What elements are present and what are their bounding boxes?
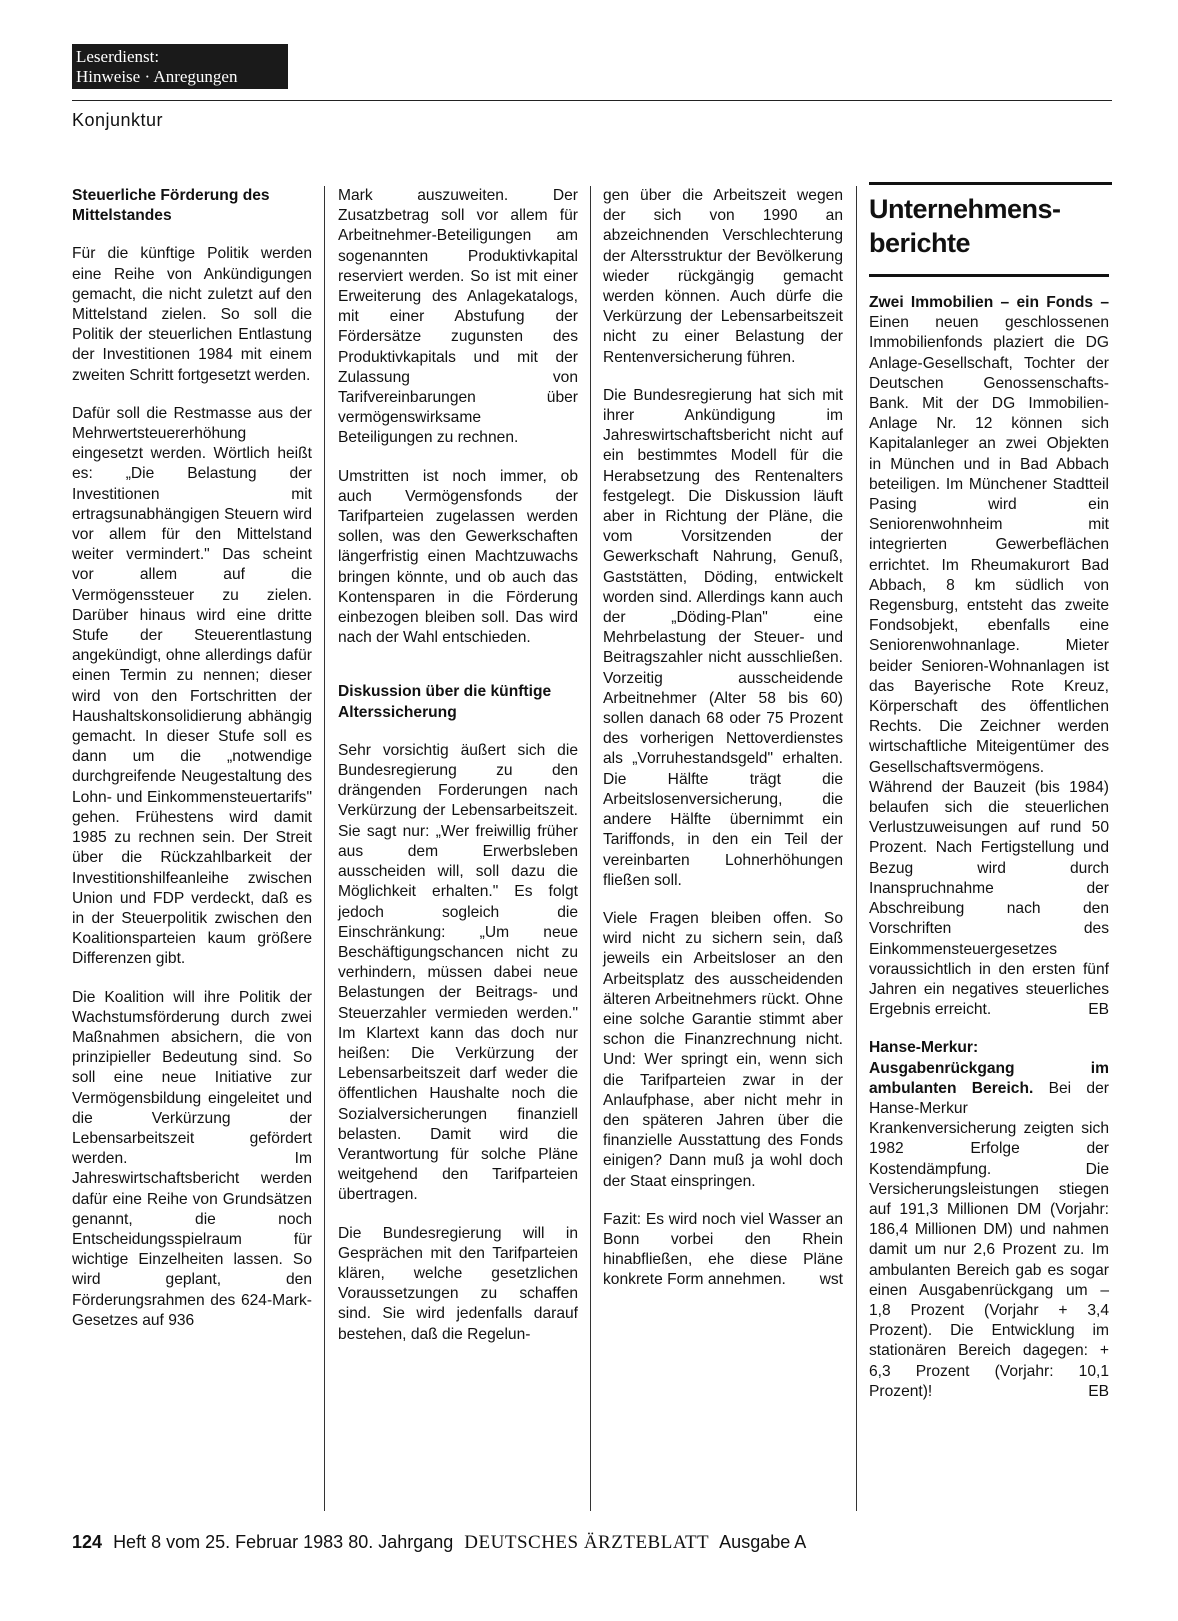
- company-reports-rule: [869, 274, 1109, 277]
- report-lead: Hanse-Merkur: Ausgabenrückgang im ambulanten Bereich.: [869, 1039, 1109, 1097]
- column-divider: [856, 186, 857, 1511]
- article-column-2: [338, 186, 578, 1363]
- article-subheading: Diskussion über die künftige Alterssicherung: [338, 683, 552, 721]
- article-column-1: [72, 186, 312, 1349]
- edition-label: Ausgabe A: [719, 1532, 807, 1552]
- column-divider: [590, 186, 591, 1511]
- header-rule: [72, 100, 1112, 101]
- article-paragraph: gen über die Arbeitszeit wegen der sich von 1990 an abzeichnenden Verschlechterung der Altersstruktur der Bevölkerung wieder rückgängig gemacht werden können. Auch dürfe die Verkürzung der Lebensarbeitszeit nicht zu einer Belastung der Rentenversicherung führen.: [603, 187, 843, 366]
- page-footer: [72, 1532, 806, 1554]
- journal-name: DEUTSCHES ÄRZTEBLATT: [464, 1532, 710, 1553]
- article-heading: Steuerliche Förderung des Mittelstandes: [72, 187, 270, 225]
- article-paragraph: Mark auszuweiten. Der Zusatzbetrag soll vor allem für Arbeitnehmer-Beteiligungen am sogenannten Produktivkapital reserviert werden. So ist mit einer Erweiterung des Anlagekatalogs, mit einer Abstufung der Fördersätze zugunsten des Produktivkapitals und mit der Zulassung von Tarifvereinbarungen über vermögenswirksame Beteiligungen zu rechnen.: [338, 187, 578, 447]
- article-paragraph: Die Bundesregierung will in Gesprächen mit den Tarifparteien klären, welche gesetzlichen Voraussetzungen zu schaffen sind. Sie wird jedenfalls darauf bestehen, daß die Regelun-: [338, 1224, 578, 1343]
- report-text: Bei der Hanse-Merkur Krankenversicherung zeigten sich 1982 Erfolge der Kostendämpfung. Die Versicherungsleistungen stiegen auf 191,3 Millionen DM (Vorjahr: 186,4 Millionen DM) und nahmen damit um nur 2,6 Prozent zu. Im ambulanten Bereich gab es sogar einen Ausgabenrückgang um – 1,8 Prozent (Vorjahr + 3,4 Prozent). Die Entwicklung im stationären Bereich dagegen: + 6,3 Prozent (Vorjahr: 10,1 Prozent)!: [869, 1079, 1109, 1400]
- article-paragraph: Umstritten ist noch immer, ob auch Vermögensfonds der Tarifparteien zugelassen werden sollen, was den Gewerkschaften längerfristig einen Machtzuwachs bringen könnte, und ob auch das Kontensparen in die Förderung einbezogen bleiben soll. Das wird nach der Wahl entschieden.: [338, 467, 578, 647]
- article-paragraph: Sehr vorsichtig äußert sich die Bundesregierung zu den drängenden Forderungen nach Verkürzung der Lebensarbeitszeit. Sie sagt nur: „Wer freiwillig früher aus dem Erwerbsleben ausscheiden will, soll dazu die Möglichkeit erhalten." Es folgt jedoch sogleich die Einschränkung: „Um neue Beschäftigungschancen nicht zu verhindern, müssen dabei neue Belastungen der Beitrags- und Steuerzahler vermieden werden." Im Klartext kann das doch nur heißen: Die Verkürzung der Lebensarbeitszeit darf weder die öffentlichen Haushalte noch die Sozialversicherungen finanziell belasten. Damit wird die Verantwortung für solche Pläne weitgehend den Tarifparteien übertragen.: [338, 741, 578, 1204]
- company-reports-top-rule: [869, 182, 1112, 185]
- author-signature: wst: [819, 1271, 843, 1289]
- article-paragraph: [603, 1210, 843, 1291]
- article-paragraph: Dafür soll die Restmasse aus der Mehrwertsteuererhöhung eingesetzt werden. Wörtlich heißt es: „Die Belastung der Investitionen mit ertragsunabhängigen Steuern wird vor allem für den Mittelstand weiter vermindert." Das scheint vor allem auf die Vermögenssteuer zu zielen. Darüber hinaus wird eine dritte Stufe der Steuerentlastung angekündigt, ohne allerdings dafür einen Termin zu nennen; dieser wird von den Fortschritten der Haushaltskonsolidierung abhängig gemacht. In dieser Stufe soll es dann um die „notwendige durchgreifende Neugestaltung des Lohn- und Einkommensteuertarifs" gehen. Frühestens wird damit 1985 zu rechnen sein. Der Streit über die Rückzahlbarkeit der Investitionshilfeanleihe zwischen Union und FDP verdeckt, daß es in der Steuerpolitik zwischen den Koalitionsparteien kaum größere Differenzen gibt.: [72, 404, 312, 968]
- section-label: Konjunktur: [72, 110, 164, 130]
- article-paragraph: Die Koalition will ihre Politik der Wachstumsförderung durch zwei Maßnahmen absichern, die von prinzipieller Bedeutung sind. So soll eine neue Initiative zur Vermögensbildung eingeleitet und die Verkürzung der Lebensarbeitszeit gefördert werden. Im Jahreswirtschaftsbericht werden dafür eine Reihe von Grundsätzen genannt, die noch Entscheidungsspielraum für wichtige Einzelheiten lassen. So wird geplant, den Förderungsrahmen des 624-Mark-Gesetzes auf 936: [72, 988, 312, 1329]
- author-signature: EB: [1088, 1382, 1109, 1400]
- report-lead: Zwei Immobilien – ein Fonds –: [869, 294, 1109, 311]
- page-number: 124: [72, 1532, 103, 1552]
- article-column-3: [603, 186, 843, 1309]
- rubric-header: [72, 44, 288, 89]
- rubric-line-1: Leserdienst:: [76, 47, 160, 66]
- report-text: Einen neuen geschlossenen Immobilienfonds plaziert die DG Anlage-Gesellschaft, Tochter der Deutschen Genossenschafts-Bank. Mit der DG Immobilien-Anlage Nr. 12 können sich Kapitalanleger an zwei Objekten in München und in Bad Abbach beteiligen. Im Münchener Stadtteil Pasing wird ein Seniorenwohnheim mit integrierten Gewerbeflächen errichtet. Im Rheumakurort Bad Abbach, 8 km südlich von Regensburg, entsteht das zweite Fondsobjekt, ebenfalls eine Seniorenwohnanlage. Mieter beider Senioren-Wohnanlagen ist das Bayerische Rote Kreuz, Körperschaft des öffentlichen Rechts. Die Zeichner werden wirtschaftliche Miteigentümer des Gesellschaftsvermögens. Während der Bauzeit (bis 1984) belaufen sich die steuerlichen Verlustzuweisungen auf rund 50 Prozent. Nach Fertigstellung und Bezug wird durch Inanspruchnahme der Abschreibung nach den Vorschriften des Einkommensteuergesetzes voraussichtlich in den ersten fünf Jahren ein negatives steuerliches Ergebnis erreicht.: [869, 314, 1109, 1019]
- issue-info: Heft 8 vom 25. Februar 1983 80. Jahrgang: [113, 1532, 454, 1552]
- rubric-line-2: Hinweise · Anregungen: [76, 67, 238, 86]
- article-paragraph: Viele Fragen bleiben offen. So wird nicht zu sichern sein, daß jeweils ein Arbeitsloser an den Arbeitsplatz des ausscheidenden älteren Arbeitnehmers rückt. Ohne eine solche Garantie stimmt aber schon die Finanzrechnung nicht. Und: Wer springt ein, wenn sich die Tarifparteien zwar in der Anlaufphase, aber nicht mehr in den späteren Jahren über die finanzielle Ausstattung des Fonds einigen? Dann muß ja wohl doch der Staat einspringen.: [603, 909, 843, 1190]
- article-paragraph: Für die künftige Politik werden eine Reihe von Ankündigungen gemacht, die nicht zuletzt auf den Mittelstand zielen. So soll die Politik der steuerlichen Entlastung der Investitionen 1984 mit einem zweiten Schritt fortgesetzt werden.: [72, 245, 312, 384]
- column-divider: [324, 186, 325, 1511]
- article-paragraph: Die Bundesregierung hat sich mit ihrer Ankündigung im Jahreswirtschaftsbericht nicht auf ein bestimmtes Modell für die Herabsetzung des Rentenalters festgelegt. Die Diskussion läuft aber in Richtung der Pläne, die vom Vorsitzenden der Gewerkschaft Nahrung, Genuß, Gaststätten, Döding, entwickelt worden sind. Allerdings kann auch der „Döding-Plan" eine Mehrbelastung der Steuer- und Beitragszahler nicht ausschließen. Vorzeitig ausscheidende Arbeitnehmer (Alter 58 bis 60) sollen danach 68 oder 75 Prozent des vorherigen Nettoverdienstes als „Vorruhestandsgeld" erhalten. Die Hälfte trägt die Arbeitslosenversicherung, die andere Hälfte übernimmt ein Tariffonds, in den ein Teil der vereinbarten Lohnerhöhungen fließen soll.: [603, 386, 843, 889]
- report-item: [869, 1038, 1109, 1402]
- company-reports-column: [869, 186, 1109, 1420]
- conclusion-text: Fazit: Es wird noch viel Wasser an Bonn vorbei den Rhein hinabfließen, ehe diese Pläne konkrete Form annehmen.: [603, 1210, 843, 1289]
- author-signature: EB: [1088, 1001, 1109, 1019]
- company-reports-title: Unternehmens-berichte: [869, 194, 1061, 258]
- report-item: [869, 293, 1109, 1020]
